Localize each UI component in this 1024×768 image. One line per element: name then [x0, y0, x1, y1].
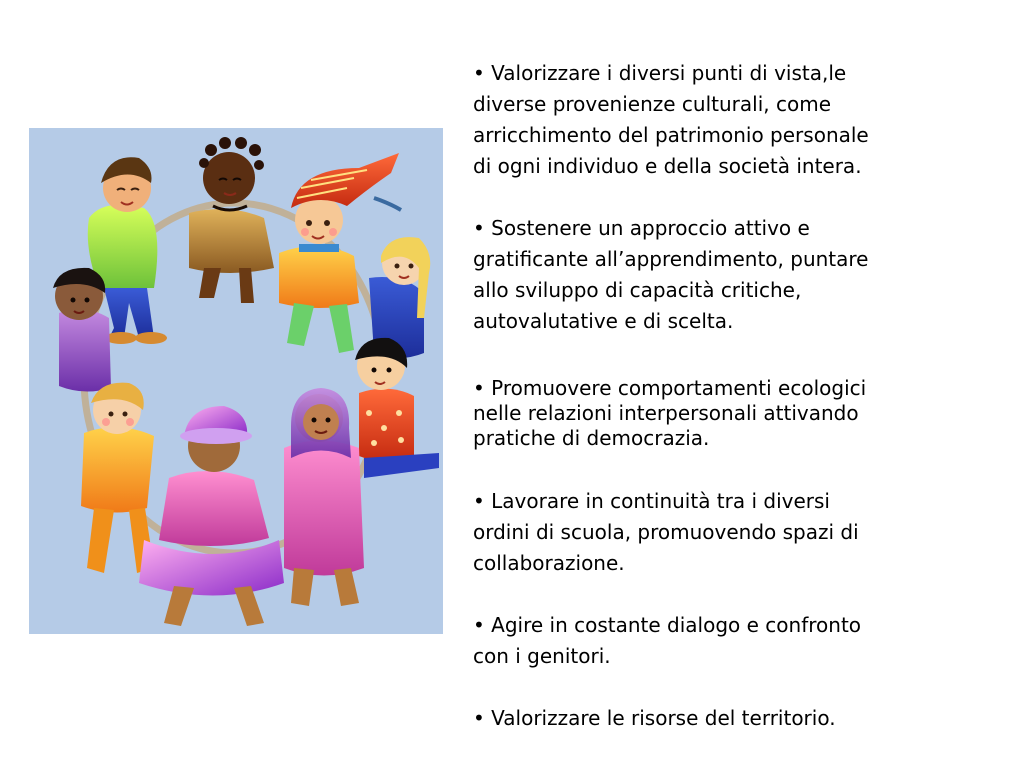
child-brown-dress: [189, 137, 274, 303]
bullet-item-continuita: • Lavorare in continuità tra i diversi ordini di scuola, promuovendo spazi di collaborazione.: [473, 489, 859, 575]
bullet-item-risorse-territorio: • Valorizzare le risorse del territorio.: [473, 706, 836, 730]
bullet-item-dialogo-genitori: • Agire in costante dialogo e confronto con i genitori.: [473, 613, 862, 668]
children-circle-drawing: [29, 128, 443, 634]
bullet-item-comportamenti-ecologici: • Promuovere comportamenti ecologici nelle relazioni interpersonali attivando pratiche di democrazia.: [473, 376, 867, 450]
bullet-item-sostenere-approccio: • Sostenere un approccio attivo e gratificante all’apprendimento, puntare allo sviluppo di capacità critiche, autovalutative e di scelta.: [473, 216, 869, 333]
children-circle-illustration: [29, 128, 443, 634]
child-purple-left: [53, 268, 111, 392]
child-polka-dots: [355, 338, 439, 478]
child-pink-hat: [139, 406, 284, 626]
child-orange-dress: [81, 383, 154, 573]
bullet-item-valorizzare-punti-di-vista: • Valorizzare i diversi punti di vista,le diverse provenienze culturali, come arricchimento del patrimonio personale di ogni individuo e della società intera.: [473, 61, 869, 178]
child-headscarf: [284, 388, 364, 606]
